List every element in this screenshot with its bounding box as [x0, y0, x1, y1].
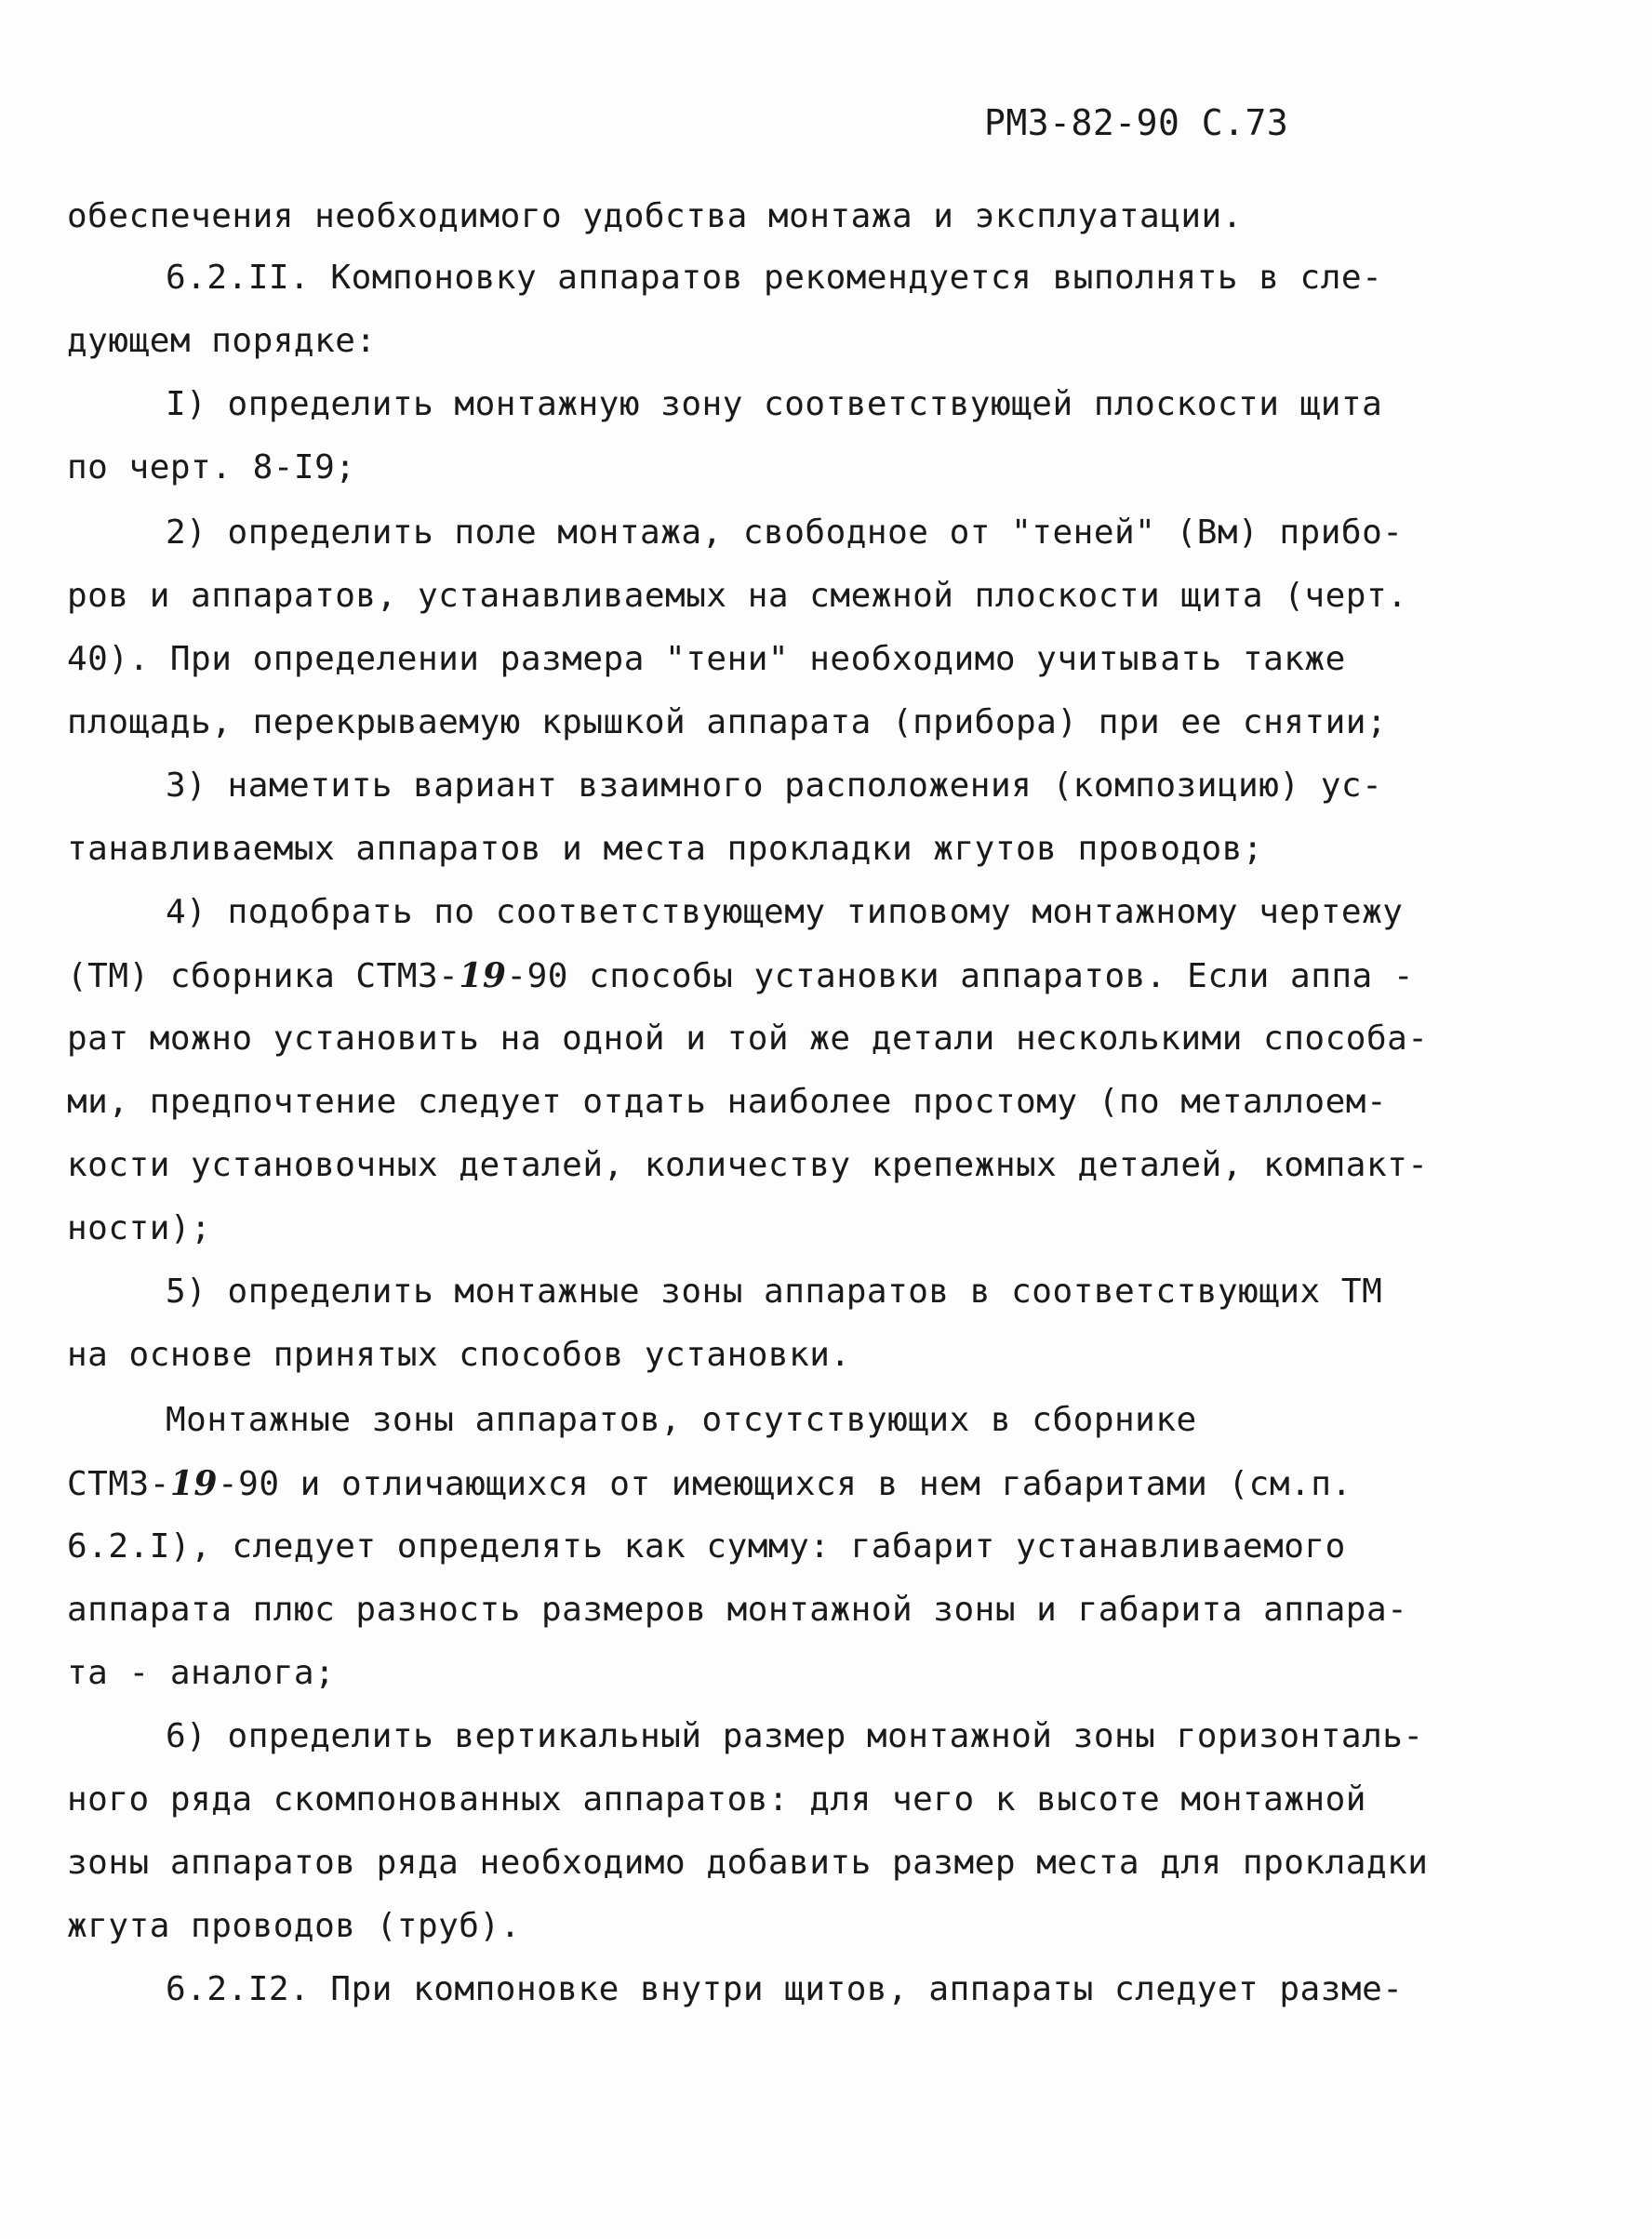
text-line: 3) наметить вариант взаимного расположения (композицию) ус-: [166, 766, 1383, 805]
handwritten-number: 19: [459, 956, 507, 995]
text-line: 4) подобрать по соответствующему типовому монтажному чертежу: [166, 893, 1404, 931]
page-header: РМЗ-82-90 С.73: [984, 102, 1289, 143]
text-line: 6.2.II. Компоновку аппаратов рекомендуется выполнять в сле-: [166, 259, 1383, 297]
text-line: 2) определить поле монтажа, свободное от "теней" (Вм) прибо-: [166, 513, 1404, 552]
text-line: 40). При определении размера "тени" необходимо учитывать также: [67, 640, 1346, 678]
text-line: танавливаемых аппаратов и места прокладки жгутов проводов;: [67, 830, 1264, 868]
text-line: аппарата плюс разность размеров монтажной зоны и габарита аппара-: [67, 1591, 1408, 1629]
text-line: дующем порядке:: [67, 322, 377, 360]
text-line: 6.2.I), следует определять как сумму: габарит устанавливаемого: [67, 1527, 1346, 1566]
text-line: ров и аппаратов, устанавливаемых на смежной плоскости щита (черт.: [67, 577, 1408, 615]
text-line: ного ряда скомпонованных аппаратов: для чего к высоте монтажной: [67, 1780, 1366, 1819]
text-line: жгута проводов (труб).: [67, 1907, 521, 1945]
handwritten-number: 19: [169, 1464, 218, 1503]
text-line: 5) определить монтажные зоны аппаратов в соответствующих ТМ: [166, 1273, 1383, 1311]
text-segment: СТМЗ-: [67, 1465, 170, 1503]
text-line: Монтажные зоны аппаратов, отсутствующих в сборнике: [166, 1401, 1197, 1439]
text-line: I) определить монтажную зону соответствующей плоскости щита: [166, 385, 1383, 423]
text-line: 6.2.I2. При компоновке внутри щитов, аппараты следует разме-: [166, 1970, 1404, 2008]
text-line: та - аналога;: [67, 1654, 336, 1692]
text-line: 6) определить вертикальный размер монтажной зоны горизонталь-: [166, 1717, 1424, 1755]
text-line: по черт. 8-I9;: [67, 448, 356, 486]
text-segment: (ТМ) сборника СТМЗ-: [67, 957, 460, 995]
text-line: зоны аппаратов ряда необходимо добавить размер места для прокладки: [67, 1844, 1429, 1882]
text-line: рат можно установить на одной и той же детали несколькими способа-: [67, 1020, 1429, 1058]
text-segment: -90 и отличающихся от имеющихся в нем габаритами (см.п.: [217, 1465, 1352, 1503]
text-segment: -90 способы установки аппаратов. Если аппа -: [506, 957, 1415, 995]
text-line: площадь, перекрываемую крышкой аппарата (прибора) при ее снятии;: [67, 703, 1388, 741]
text-line: обеспечения необходимого удобства монтажа и эксплуатации.: [67, 197, 1243, 235]
text-line: ности);: [67, 1209, 212, 1247]
text-line: кости установочных деталей, количеству крепежных деталей, компакт-: [67, 1146, 1429, 1184]
text-line: [67, 956, 1414, 995]
text-line: на основе принятых способов установки.: [67, 1336, 851, 1374]
text-line: [67, 1464, 1352, 1503]
text-line: ми, предпочтение следует отдать наиболее простому (по металлоем-: [67, 1083, 1388, 1121]
